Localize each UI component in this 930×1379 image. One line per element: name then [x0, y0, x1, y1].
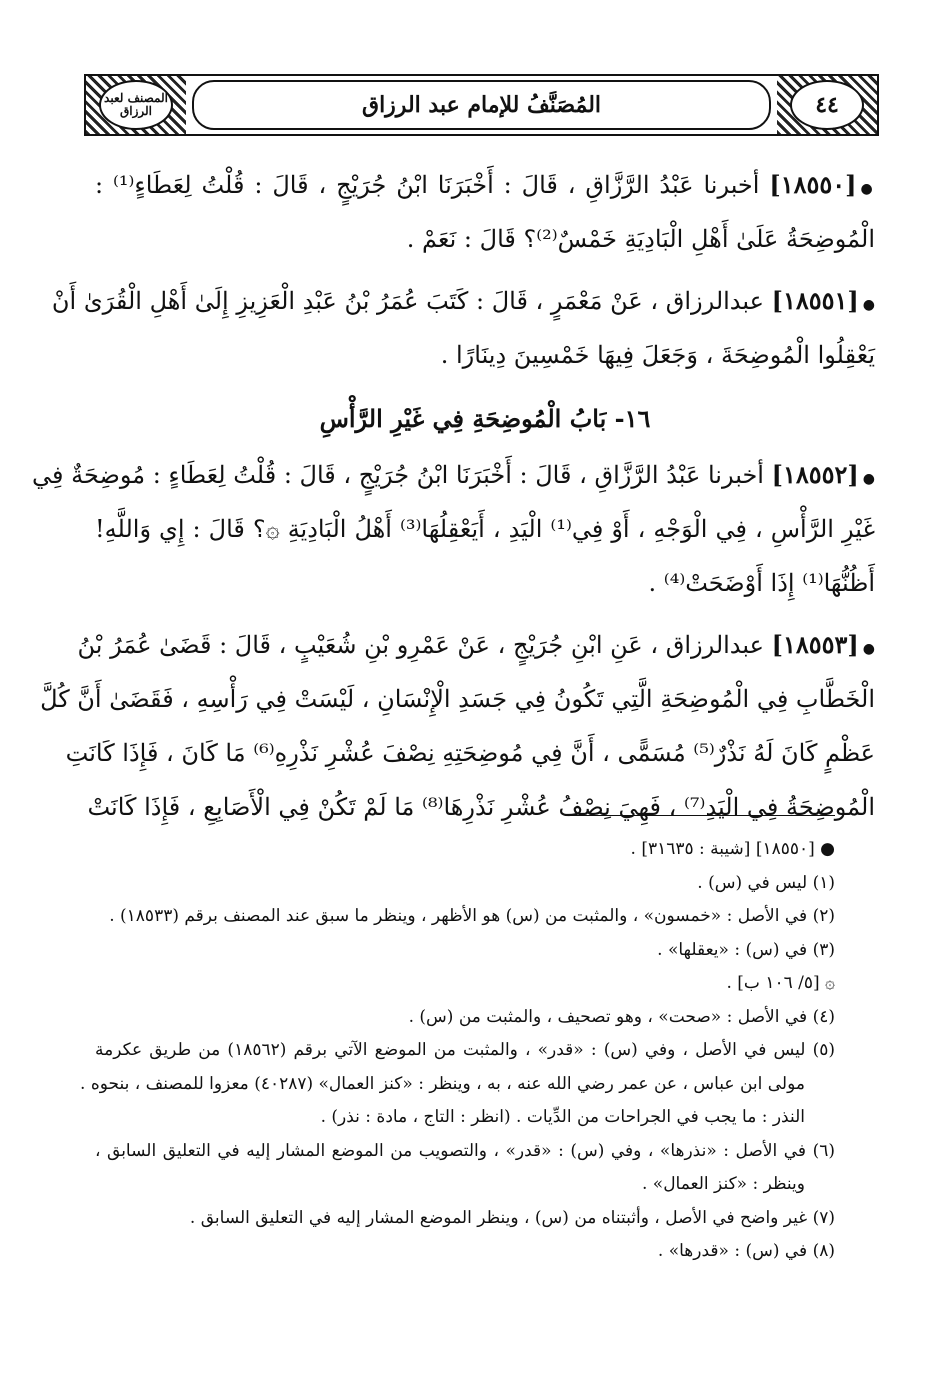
hadith-number: [١٨٥٥٠]	[769, 170, 857, 199]
text-line: عبدالرزاق ، عَنْ مَعْمَرٍ ، قَالَ : كَتَبَ عُمَرُ بْنُ عَبْدِ الْعَزِيزِ إِلَىٰ أَهْلِ الْقُرَىٰ أَنْ	[51, 287, 764, 315]
footnote: ۞ [٥/ ١٠٦ ب] .	[726, 973, 835, 993]
text-line: عَظْمٍ كَانَ لَهُ نَذْرٌ⁽⁵⁾ مُسَمًّى ، أَنَّ فِي مُوضِحَتِهِ نِصْفَ عُشْرِ نَذْرِهِ⁽⁶⁾ مَا كَانَ ، فَإِذَا كَانَتِ	[65, 739, 875, 767]
hadith-entry	[40, 618, 875, 834]
hadith-number: [١٨٥٥٣]	[771, 630, 859, 659]
text-line: أخبرنا عَبْدُ الرَّزَّاقِ ، قَالَ : أَخْبَرَنَا ابْنُ جُرَيْجٍ ، قَالَ : قُلْتُ لِعَطَاءٍ : مُوضِحَةٌ فِي	[31, 461, 764, 489]
chapter-heading: ١٦- بَابُ الْمُوضِحَةِ فِي غَيْرِ الرَّأْسِ	[319, 404, 651, 433]
footnote: (٢) في الأصل : «خمسون» ، والمثبت من (س) هو الأظهر ، وينظر ما سبق عند المصنف برقم (١٨٥٣٣) .	[109, 906, 835, 926]
emblem-logo: المصنف لعبد الرزاق	[99, 80, 173, 130]
footnote: (٤) في الأصل : «صحت» ، وهو تصحيف ، والمثبت من (س) .	[408, 1006, 835, 1027]
hadith-number: [١٨٥٥١]	[771, 286, 859, 315]
hadith-entry	[51, 274, 875, 382]
text-line: غَيْرِ الرَّأْسِ ، فِي الْوَجْهِ ، أَوْ فِي⁽¹⁾ الْيَدِ ، أَيَعْقِلُهَا⁽³⁾ أَهْلُ الْبَادِيَةِ ۞؟ قَالَ : إِي وَاللَّهِ!	[95, 515, 875, 543]
footnote: (٥) ليس في الأصل ، وفي (س) : «قدر» ، والمثبت من الموضع الآتي برقم (١٨٥٦٢) من طريق عكرمة	[95, 1040, 836, 1060]
footnote: ● [١٨٥٥٠] [شيبة : ٣١٦٣٥] .	[630, 839, 835, 859]
footnote: (٧) غير واضح في الأصل ، وأثبتناه من (س) ، وينظر الموضع المشار إليه في التعليق السابق .	[189, 1207, 835, 1228]
text-line: الْمُوضِحَةُ عَلَىٰ أَهْلِ الْبَادِيَةِ خَمْسٌ⁽²⁾؟ قَالَ : نَعَمْ .	[406, 225, 875, 253]
footnote: (٨) في (س) : «قدرها» .	[657, 1241, 835, 1261]
footnotes	[80, 833, 836, 1269]
footnote-separator	[565, 815, 835, 816]
header-ornament-left	[86, 76, 186, 134]
book-title: المُصَنَّفُ للإمام عبد الرزاق	[192, 80, 771, 130]
footnote: (٣) في (س) : «يعقلها» .	[657, 939, 835, 960]
hadith-entry	[31, 448, 875, 610]
footnote: (٦) في الأصل : «نذرها» ، وفي (س) : «قدر» ، والتصويب من الموضع المشار إليه في التعليق السابق ،	[95, 1140, 835, 1161]
text-line: يَعْقِلُوا الْمُوضِحَةَ ، وَجَعَلَ فِيهَا خَمْسِينَ دِينَارًا .	[440, 341, 875, 369]
page-number: ٤٤	[790, 80, 864, 130]
header-ornament-right	[777, 76, 877, 134]
text-line: أَظُنُّهَا⁽¹⁾ إِذَا أَوْضَحَتْ⁽⁴⁾ .	[648, 569, 875, 597]
text-line: الْمُوضِحَةُ فِي الْيَدِ⁽⁷⁾ ، فَهِيَ نِصْفُ عُشْرِ نَذْرِهَا⁽⁸⁾ مَا لَمْ تَكُنْ فِي الْأَصَابِعِ ، فَإِذَا كَانَتْ	[87, 793, 875, 821]
footnote: مولى ابن عباس ، عن عمر رضي الله عنه ، به ، وينظر : «كنز العمال» (٤٠٢٨٧) معزوا للمصنف ، بنحوه .	[80, 1073, 805, 1094]
footnote: النذر : ما يجب في الجراحات من الدِّيات . (انظر : التاج ، مادة : نذر) .	[320, 1107, 805, 1127]
text-line: عبدالرزاق ، عَنِ ابْنِ جُرَيْجٍ ، عَنْ عَمْرِو بْنِ شُعَيْبٍ ، قَالَ : قَضَىٰ عُمَرُ بْنُ	[77, 631, 764, 659]
hadith-number: [١٨٥٥٢]	[771, 460, 859, 489]
footnote: وينظر : «كنز العمال» .	[641, 1174, 805, 1194]
text-line: الْخَطَّابِ فِي الْمُوضِحَةِ الَّتِي تَكُونُ فِي جَسَدِ الْإِنْسَانِ ، لَيْسَتْ فِي رَأْسِهِ ، فَقَضَىٰ أَنَّ كُلَّ	[40, 685, 875, 713]
bullet-icon: ●	[862, 641, 875, 657]
bullet-icon: ●	[862, 471, 875, 487]
main-text	[31, 158, 875, 842]
bullet-icon: ●	[860, 181, 875, 197]
bullet-icon: ●	[862, 297, 875, 313]
footnote: (١) ليس في (س) .	[697, 872, 835, 893]
hadith-entry	[95, 158, 875, 266]
text-line: أخبرنا عَبْدُ الرَّزَّاقِ ، قَالَ : أَخْبَرَنَا ابْنُ جُرَيْجٍ ، قَالَ : قُلْتُ لِعَطَاءٍ⁽¹⁾ :	[95, 171, 760, 199]
page-header	[84, 74, 879, 136]
